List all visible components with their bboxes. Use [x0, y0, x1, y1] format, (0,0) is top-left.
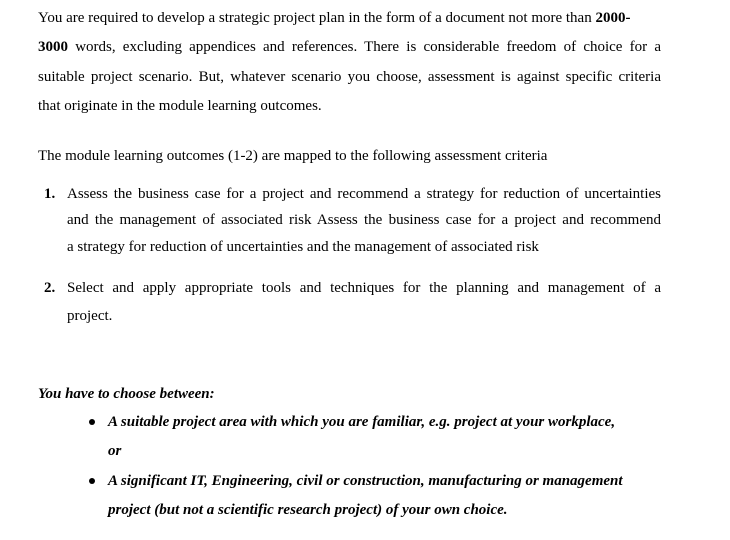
outcome-1-number: 1. — [44, 186, 56, 202]
intro-line-4: that originate in the module learning outcomes. — [38, 98, 322, 114]
outcomes-heading: The module learning outcomes (1-2) are mapped to the following assessment criteria — [38, 148, 548, 164]
intro-line-3: suitable project scenario. But, whatever scenario you choose, assessment is against specific criteria — [38, 69, 661, 85]
outcome-2-number: 2. — [44, 280, 56, 296]
bullet-icon — [89, 478, 95, 484]
bullet-icon — [89, 419, 95, 425]
outcome-1-line-1: Assess the business case for a project and recommend a strategy for reduction of uncertainties — [67, 186, 661, 202]
choice-option-2-line-1: A significant IT, Engineering, civil or construction, manufacturing or management — [108, 473, 623, 489]
outcome-2-line-1: Select and apply appropriate tools and techniques for the planning and management of a — [67, 280, 661, 296]
choice-separator: or — [108, 443, 122, 459]
intro-line-2-text: words, excluding appendices and references. There is considerable freedom of choice for a — [68, 39, 661, 55]
intro-word-count-end: 3000 — [38, 39, 68, 55]
outcome-1-line-3: a strategy for reduction of uncertainties and the management of associated risk — [67, 239, 539, 255]
intro-line-2 — [38, 37, 661, 57]
outcome-1-line-2: and the management of associated risk Assess the business case for a project and recommend — [67, 212, 661, 228]
intro-line-1-text: You are required to develop a strategic project plan in the form of a document not more than — [38, 10, 596, 26]
choice-heading: You have to choose between: — [38, 386, 215, 402]
choice-option-2-line-2: project (but not a scientific research project) of your own choice. — [108, 502, 508, 518]
choice-option-1: A suitable project area with which you are familiar, e.g. project at your workplace, — [108, 414, 616, 430]
outcome-2-line-2: project. — [67, 308, 113, 324]
intro-word-count-start: 2000- — [595, 10, 631, 26]
intro-line-1 — [38, 8, 630, 28]
